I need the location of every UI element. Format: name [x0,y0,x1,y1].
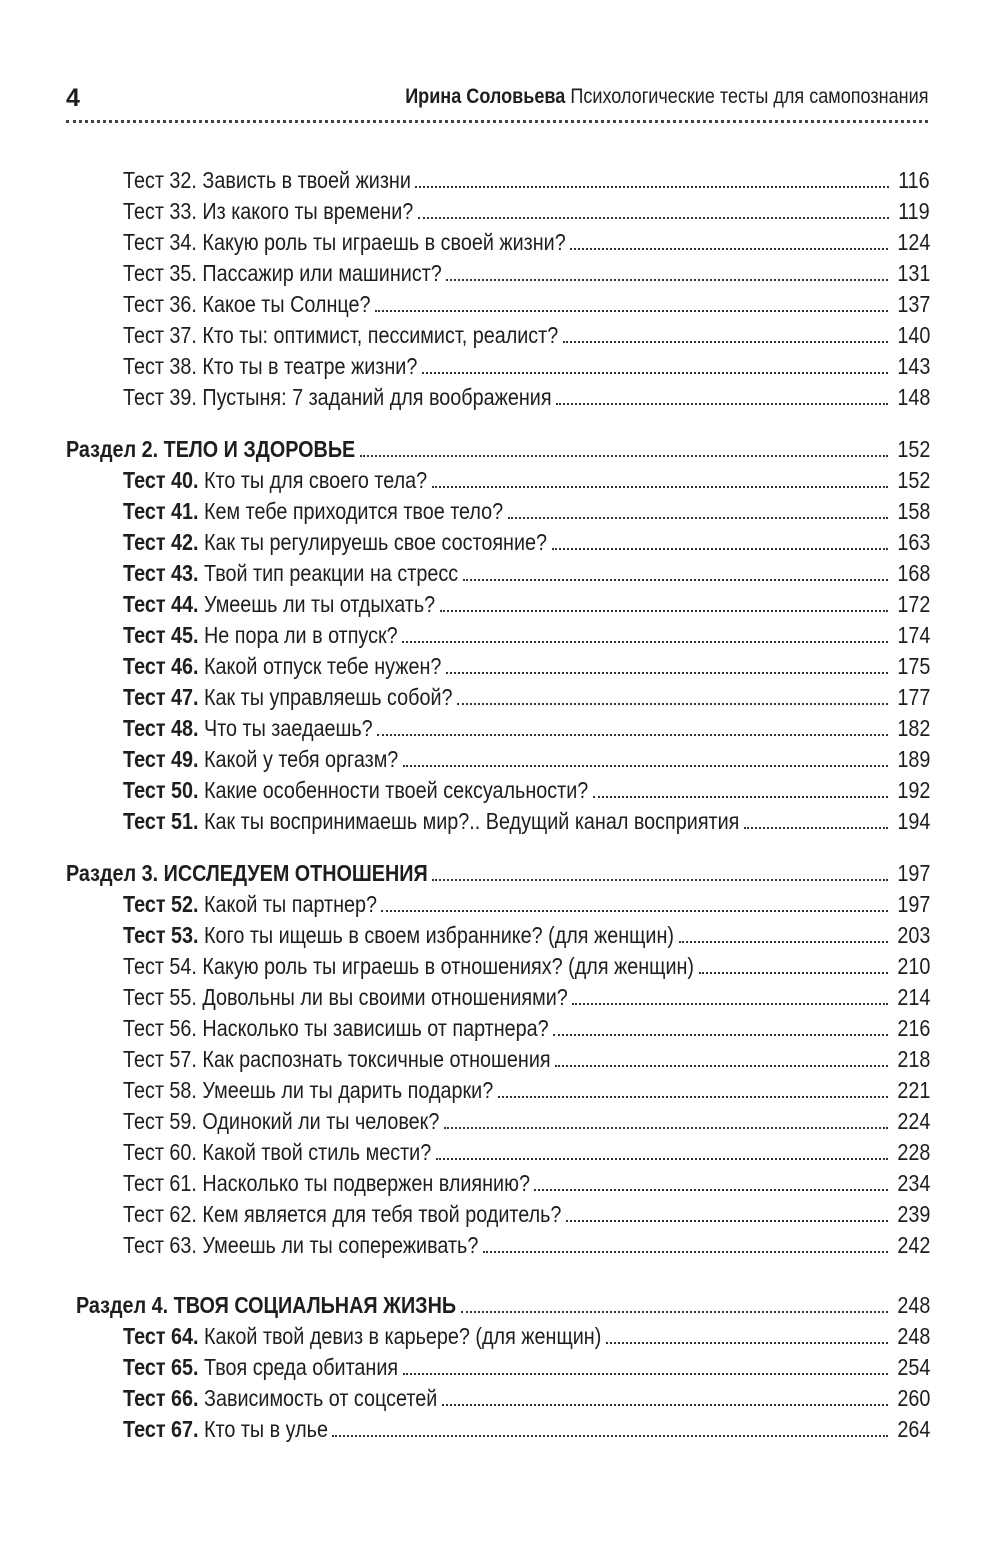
entry-text [123,982,568,1012]
dot-leader [415,185,889,188]
toc-test-entry[interactable] [123,1044,930,1074]
author-name: Ирина Соловьева [404,85,565,108]
entry-page-number: 168 [896,560,930,586]
entry-title: Какой твой стиль мести? [202,1139,432,1165]
entry-title: Зависть в твоей жизни [202,167,411,193]
entry-text-inner [123,227,566,257]
entry-text-inner [123,951,694,981]
entry-label: Тест 41. [123,498,199,524]
toc-test-entry[interactable] [123,651,930,681]
entry-title: Твоя среда обитания [204,1354,399,1380]
entry-text [123,1230,479,1260]
entry-title: ТВОЯ СОЦИАЛЬНАЯ ЖИЗНЬ [173,1292,457,1318]
entry-text [123,1383,438,1413]
entry-text-inner [123,289,371,319]
entry-title: Довольны ли вы своими отношениями? [202,984,568,1010]
entry-text [123,1075,494,1105]
running-title [405,85,928,109]
entry-page-number: 116 [898,167,930,193]
entry-text [123,382,552,412]
entry-title: Умеешь ли ты отдыхать? [204,591,436,617]
entry-text-inner [123,527,547,557]
toc-test-entry[interactable] [123,351,930,381]
toc-test-entry[interactable] [123,713,930,743]
entry-text-inner [66,858,428,888]
entry-text [123,527,548,557]
entry-text [123,165,411,195]
entry-page-number: 124 [896,229,930,255]
entry-text [123,744,399,774]
entry-title: Одинокий ли ты человек? [202,1108,440,1134]
entry-label: Тест 67. [123,1416,199,1442]
entry-page-number: 182 [896,715,930,741]
dot-leader [699,971,888,974]
entry-label: Тест 64. [123,1323,199,1349]
toc-test-entry[interactable] [123,1383,930,1413]
dot-leader [534,1188,888,1191]
entry-label: Тест 34. [123,229,197,255]
entry-page-number: 210 [896,953,930,979]
entry-label: Раздел 2. [66,436,159,462]
entry-label: Тест 65. [123,1354,199,1380]
entry-title: Как ты регулируешь свое состояние? [204,529,548,555]
dot-leader [442,1403,888,1406]
entry-text-inner [123,465,427,495]
dot-leader [432,485,888,488]
entry-label: Раздел 4. [76,1292,169,1318]
entry-label: Тест 54. [123,953,197,979]
entry-label: Тест 39. [123,384,197,410]
entry-page-number: 228 [896,1139,930,1165]
entry-page-number: 189 [896,746,930,772]
toc-test-entry[interactable] [123,920,930,950]
entry-text-inner [123,258,442,288]
entry-text [76,1290,457,1320]
entry-text-inner [123,1230,478,1260]
toc-test-entry[interactable] [123,1137,930,1167]
dot-leader [402,640,888,643]
entry-label: Тест 56. [123,1015,197,1041]
dot-leader [403,1372,888,1375]
dot-leader [457,702,888,705]
entry-text [123,620,398,650]
entry-title: ИССЛЕДУЕМ ОТНОШЕНИЯ [163,860,428,886]
entry-label: Тест 49. [123,746,199,772]
entry-title: Как распознать токсичные отношения [202,1046,551,1072]
entry-text-inner [123,496,503,526]
entry-text-inner [123,920,674,950]
entry-text-inner [123,775,588,805]
entry-title: Какой ты партнер? [204,891,377,917]
entry-page-number: 248 [896,1323,930,1349]
entry-label: Тест 32. [123,167,197,193]
dot-leader [570,247,888,250]
entry-text-inner [123,889,377,919]
entry-text [123,196,414,226]
entry-text-inner [123,1013,549,1043]
entry-label: Тест 45. [123,622,199,648]
entry-text-inner [123,1044,551,1074]
entry-text [123,1414,328,1444]
entry-text-inner [123,558,458,588]
toc-section-entry[interactable] [76,1290,930,1320]
toc-test-entry[interactable] [123,165,930,195]
dot-leader [418,216,889,219]
toc-test-entry[interactable] [123,1414,930,1444]
entry-text-inner [123,1137,431,1167]
dot-leader [744,826,888,829]
entry-text-inner [123,382,552,412]
toc-test-entry[interactable] [123,1013,930,1043]
entry-title: Насколько ты подвержен влиянию? [202,1170,530,1196]
entry-text [123,258,442,288]
entry-title: Кто ты для своего тела? [204,467,428,493]
entry-title: Какую роль ты играешь в отношениях? (для женщин) [202,953,695,979]
entry-text-inner [123,1168,530,1198]
entry-text [123,651,442,681]
entry-label: Тест 38. [123,353,197,379]
entry-label: Тест 61. [123,1170,197,1196]
dot-leader [566,1219,888,1222]
entry-title: Какой твой девиз в карьере? (для женщин) [204,1323,602,1349]
dot-leader [552,547,888,550]
entry-page-number: 174 [896,622,930,648]
entry-text-inner [123,744,398,774]
entry-text-inner [66,434,355,464]
entry-page-number: 137 [896,291,930,317]
toc-test-entry[interactable] [123,982,930,1012]
entry-text [123,1168,530,1198]
toc-test-entry[interactable] [123,527,930,557]
entry-title: Пустыня: 7 заданий для воображения [202,384,552,410]
entry-title: Какие особенности твоей сексуальности? [204,777,589,803]
entry-text [123,1106,440,1136]
toc-test-entry[interactable] [123,806,930,836]
entry-page-number: 148 [896,384,930,410]
toc-test-entry[interactable] [123,382,930,412]
entry-label: Тест 63. [123,1232,197,1258]
entry-page-number: 175 [896,653,930,679]
entry-page-number: 242 [896,1232,930,1258]
dot-leader [498,1095,888,1098]
entry-page-number: 203 [896,922,930,948]
dot-leader [381,909,888,912]
entry-label: Тест 48. [123,715,199,741]
toc-test-entry[interactable] [123,227,930,257]
entry-title: Умеешь ли ты сопереживать? [202,1232,479,1258]
entry-page-number: 194 [896,808,930,834]
entry-text-inner [123,620,398,650]
dot-leader [483,1250,888,1253]
entry-text-inner [123,196,413,226]
entry-title: Пассажир или машинист? [202,260,442,286]
entry-text [123,713,373,743]
entry-text [123,920,675,950]
entry-text [66,434,356,464]
entry-text [123,465,428,495]
entry-page-number: 234 [896,1170,930,1196]
dot-leader [563,340,888,343]
entry-page-number: 152 [896,436,930,462]
toc-section-entry[interactable] [66,434,930,464]
entry-label: Тест 33. [123,198,197,224]
entry-title: Что ты заедаешь? [204,715,373,741]
entry-text-inner [123,320,558,350]
book-title: Психологические тесты для самопознания [569,85,928,108]
dot-leader [508,516,888,519]
entry-label: Тест 60. [123,1139,197,1165]
dot-leader [446,671,888,674]
entry-text [123,1044,551,1074]
dot-leader [360,454,888,457]
entry-text [123,775,589,805]
entry-label: Тест 57. [123,1046,197,1072]
dot-leader [572,1002,888,1005]
entry-text [123,558,459,588]
dot-leader [593,795,888,798]
dot-leader [436,1157,888,1160]
entry-text-inner [123,1414,328,1444]
dot-leader [440,609,888,612]
entry-title: Кто ты в театре жизни? [202,353,418,379]
toc-test-entry[interactable] [123,196,930,226]
entry-title: Кто ты: оптимист, пессимист, реалист? [202,322,559,348]
toc-test-entry[interactable] [123,682,930,712]
entry-text-inner [123,713,373,743]
toc-test-entry[interactable] [123,775,930,805]
entry-label: Тест 35. [123,260,197,286]
toc-test-entry[interactable] [123,1199,930,1229]
dot-leader [463,578,888,581]
toc-test-entry[interactable] [123,496,930,526]
entry-page-number: 224 [896,1108,930,1134]
entry-label: Тест 53. [123,922,199,948]
entry-page-number: 248 [896,1292,930,1318]
entry-text [123,1352,399,1382]
entry-page-number: 216 [896,1015,930,1041]
entry-label: Тест 58. [123,1077,197,1103]
toc-test-entry[interactable] [123,465,930,495]
entry-text [123,351,418,381]
entry-text-inner [123,1075,493,1105]
dot-leader [446,278,888,281]
entry-text-inner [123,1199,561,1229]
entry-label: Тест 50. [123,777,199,803]
entry-title: Кто ты в улье [204,1416,328,1442]
entry-page-number: 197 [896,891,930,917]
dot-leader [553,1033,888,1036]
entry-title: Насколько ты зависишь от партнера? [202,1015,549,1041]
entry-text [123,1013,549,1043]
dot-leader [432,878,888,881]
dot-leader [444,1126,888,1129]
entry-page-number: 152 [896,467,930,493]
entry-text-inner [123,589,435,619]
entry-page-number: 254 [896,1354,930,1380]
entry-page-number: 158 [896,498,930,524]
entry-title: Какую роль ты играешь в своей жизни? [202,229,566,255]
entry-text [123,1199,562,1229]
entry-text-inner [76,1290,456,1320]
entry-page-number: 221 [896,1077,930,1103]
entry-label: Тест 62. [123,1201,197,1227]
running-header [66,84,928,123]
entry-page-number: 163 [896,529,930,555]
entry-label: Тест 36. [123,291,197,317]
entry-page-number: 143 [896,353,930,379]
entry-title: Как ты управляешь собой? [204,684,453,710]
entry-text [123,320,559,350]
entry-label: Тест 66. [123,1385,199,1411]
entry-title: Умеешь ли ты дарить подарки? [202,1077,494,1103]
entry-page-number: 218 [896,1046,930,1072]
entry-text [123,289,371,319]
entry-page-number: 140 [896,322,930,348]
dot-leader [556,402,888,405]
toc-test-entry[interactable] [123,1321,930,1351]
entry-text [123,682,453,712]
dot-leader [377,733,888,736]
entry-page-number: 172 [896,591,930,617]
toc-test-entry[interactable] [123,589,930,619]
dot-leader [461,1310,888,1313]
toc-test-entry[interactable] [123,1075,930,1105]
page-number: 4 [66,84,80,112]
entry-title: Как ты воспринимаешь мир?.. Ведущий канал восприятия [204,808,740,834]
entry-page-number: 239 [896,1201,930,1227]
dot-leader [332,1434,888,1437]
entry-label: Тест 55. [123,984,197,1010]
dot-leader [375,309,888,312]
entry-title: Зависимость от соцсетей [204,1385,438,1411]
entry-title: Не пора ли в отпуск? [204,622,398,648]
toc-test-entry[interactable] [123,744,930,774]
entry-title: Кем тебе приходится твое тело? [204,498,504,524]
entry-page-number: 119 [898,198,930,224]
entry-page-number: 197 [896,860,930,886]
entry-text-inner [123,1321,601,1351]
entry-text-inner [123,1383,437,1413]
entry-label: Тест 43. [123,560,199,586]
toc-test-entry[interactable] [123,1352,930,1382]
toc-test-entry[interactable] [123,1106,930,1136]
dot-leader [403,764,888,767]
toc-test-entry[interactable] [123,258,930,288]
entry-title: Из какого ты времени? [202,198,414,224]
entry-label: Тест 52. [123,891,199,917]
toc-test-entry[interactable] [123,620,930,650]
entry-page-number: 192 [896,777,930,803]
entry-label: Тест 46. [123,653,199,679]
entry-text-inner [123,1352,398,1382]
entry-page-number: 177 [896,684,930,710]
entry-label: Раздел 3. [66,860,159,886]
entry-page-number: 214 [896,984,930,1010]
dot-leader [422,371,888,374]
entry-label: Тест 40. [123,467,199,493]
entry-title: Кого ты ищешь в своем избраннике? (для женщин) [204,922,675,948]
toc-test-entry[interactable] [123,951,930,981]
entry-page-number: 131 [896,260,930,286]
entry-title: Твой тип реакции на стресс [204,560,459,586]
toc-test-entry[interactable] [123,320,930,350]
entry-title: Какой у тебя оргазм? [204,746,399,772]
entry-title: Кем является для тебя твой родитель? [202,1201,562,1227]
dot-leader [679,940,888,943]
entry-text [123,1321,602,1351]
entry-text-inner [123,682,453,712]
entry-text-inner [123,651,441,681]
entry-text-inner [123,351,417,381]
toc-test-entry[interactable] [123,1230,930,1260]
entry-label: Тест 51. [123,808,199,834]
entry-text-inner [123,982,568,1012]
toc-test-entry[interactable] [123,889,930,919]
entry-label: Тест 42. [123,529,199,555]
entry-text-inner [123,165,411,195]
entry-text [123,951,695,981]
entry-label: Тест 47. [123,684,199,710]
entry-page-number: 264 [896,1416,930,1442]
entry-title: Какой отпуск тебе нужен? [204,653,442,679]
dot-leader [555,1064,888,1067]
entry-title: Какое ты Солнце? [202,291,371,317]
entry-text [123,806,740,836]
entry-title: ТЕЛО И ЗДОРОВЬЕ [163,436,356,462]
entry-page-number: 260 [896,1385,930,1411]
entry-text [123,496,504,526]
dot-leader [606,1341,888,1344]
entry-text [123,589,436,619]
toc-test-entry[interactable] [123,1168,930,1198]
entry-text [123,227,566,257]
entry-text [123,889,377,919]
entry-text-inner [123,806,739,836]
toc-test-entry[interactable] [123,289,930,319]
entry-label: Тест 44. [123,591,199,617]
toc-section-entry[interactable] [66,858,930,888]
toc-test-entry[interactable] [123,558,930,588]
entry-text [66,858,428,888]
entry-label: Тест 59. [123,1108,197,1134]
entry-label: Тест 37. [123,322,197,348]
entry-text [123,1137,432,1167]
entry-text-inner [123,1106,439,1136]
